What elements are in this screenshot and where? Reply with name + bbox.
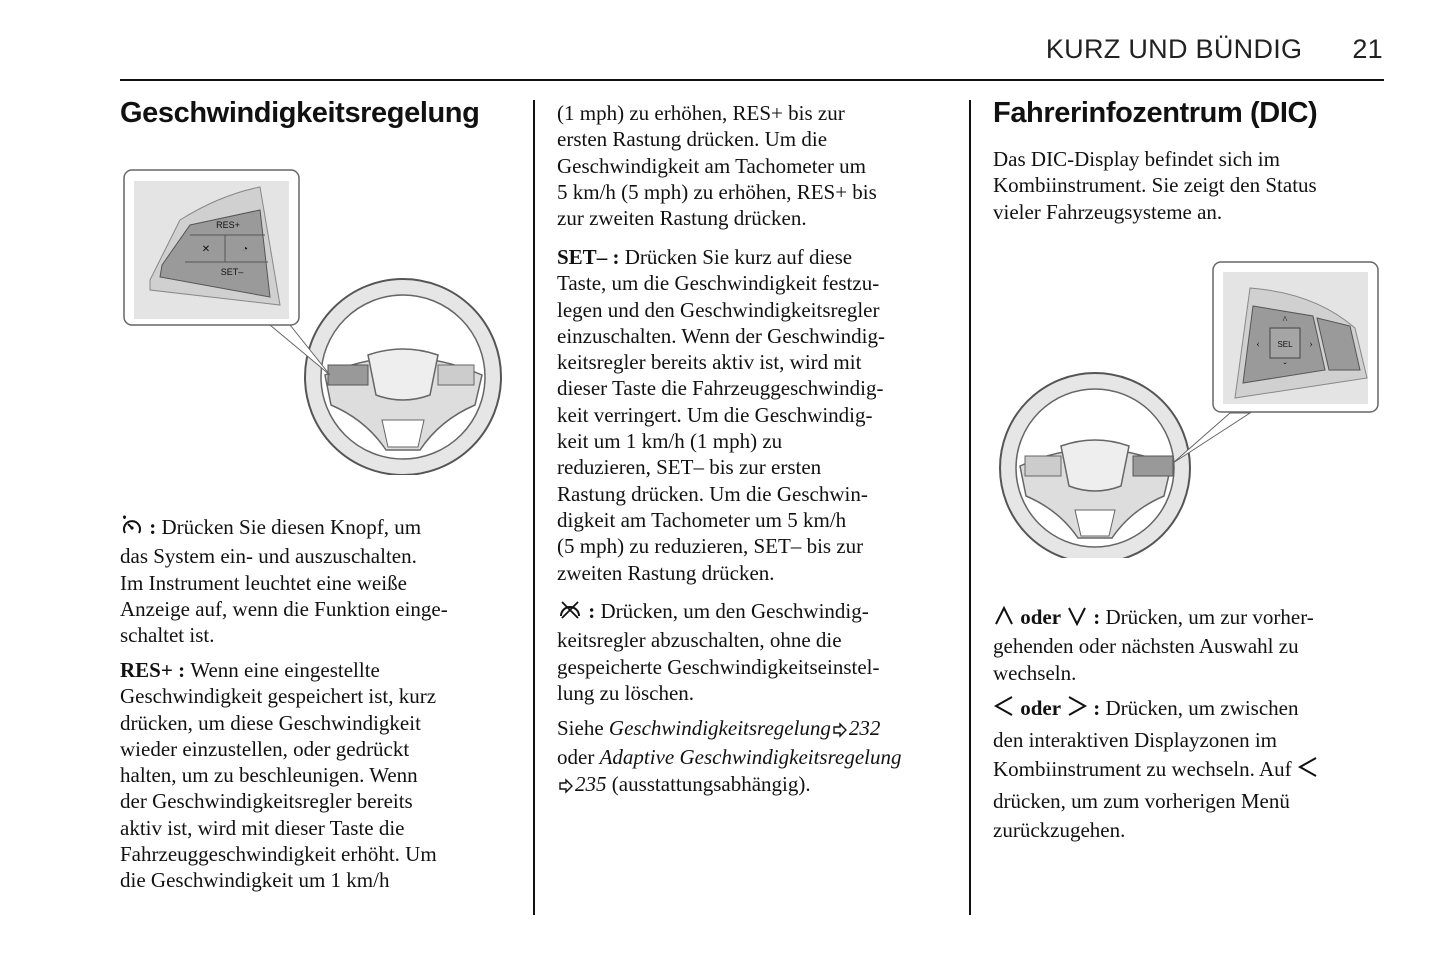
text-line <box>120 570 448 596</box>
text-run: reduzieren, SET– bis zur ersten <box>557 455 822 480</box>
text-run: keitsregler abzuschalten, ohne die <box>557 628 842 653</box>
text-line <box>120 514 448 543</box>
left-button-glyph: ‹ <box>1256 339 1260 350</box>
section-title: KURZ UND BÜNDIG <box>1045 34 1303 64</box>
text-run: Wenn eine eingestellte <box>190 658 380 682</box>
text-run: zweiten Rastung drücken. <box>557 560 775 585</box>
text-run: wechseln. <box>993 660 1077 685</box>
column-divider <box>969 100 971 915</box>
text-line <box>557 126 877 152</box>
running-header <box>1046 34 1383 65</box>
text-line <box>993 816 1319 845</box>
text-line <box>993 172 1317 198</box>
chevron-left-icon <box>993 694 1015 726</box>
text-run: gehenden oder nächsten Auswahl zu <box>993 634 1299 659</box>
text-line <box>557 349 885 375</box>
text-line <box>557 560 885 586</box>
set-minus-button-label: SET– <box>220 267 244 277</box>
steering-wheel-dic-controls-illustration <box>995 258 1385 558</box>
text-run: lung zu löschen. <box>557 680 695 705</box>
text-line <box>120 710 437 736</box>
italic-reference: Adaptive Geschwindigkeitsregelung <box>599 745 902 770</box>
text-run: (5 mph) zu reduzieren, SET– bis zur <box>557 534 864 559</box>
text-run: zurückzugehen. <box>993 818 1126 842</box>
text-line <box>993 755 1319 787</box>
text-run: Rastung drücken. Um die Geschwin- <box>557 481 868 506</box>
text-run: Geschwindigkeit gespeichert ist, kurz <box>120 684 437 709</box>
text-line <box>120 788 437 814</box>
text-line <box>557 375 885 401</box>
text-run: (ausstattungsabhängig). <box>606 771 811 796</box>
paragraph-left-right <box>993 694 1319 845</box>
up-button-glyph: ^ <box>1282 315 1288 326</box>
text-line <box>120 622 448 648</box>
paragraph-dic-intro <box>993 146 1317 225</box>
text-line <box>557 715 901 744</box>
text-line <box>557 179 877 205</box>
text-line <box>557 100 877 126</box>
text-line <box>120 543 448 569</box>
text-run: Anzeige auf, wenn die Funktion einge- <box>120 596 448 621</box>
text-run: Kombiinstrument zu wechseln. Auf <box>993 757 1297 781</box>
text-line <box>993 199 1317 225</box>
text-line <box>120 815 437 841</box>
text-line <box>557 270 885 296</box>
text-run: vieler Fahrzeugsysteme an. <box>993 199 1223 224</box>
text-line <box>557 507 885 533</box>
text-line <box>120 867 437 893</box>
text-run: keit verringert. Um die Geschwindig- <box>557 402 873 427</box>
text-run: dieser Taste die Fahrzeuggeschwindig- <box>557 376 884 401</box>
text-run: Drücken Sie diesen Knopf, um <box>161 515 422 539</box>
text-line <box>557 533 885 559</box>
chevron-left-icon <box>1297 755 1319 787</box>
text-run: Das DIC-Display befindet sich im <box>993 147 1280 171</box>
page-number: 21 <box>1352 34 1383 64</box>
text-run: (1 mph) zu erhöhen, RES+ bis zur <box>557 101 845 125</box>
text-run: digkeit am Tachometer um 5 km/h <box>557 507 847 532</box>
text-line <box>557 428 885 454</box>
bold-label: oder <box>1015 696 1066 720</box>
text-line <box>993 660 1314 686</box>
bold-label: oder <box>1015 605 1066 629</box>
steering-wheel <box>305 279 501 475</box>
text-run: Drücken, um zur vorher- <box>1105 605 1314 629</box>
text-line <box>557 153 877 179</box>
chevron-up-icon <box>993 605 1015 633</box>
text-run: Drücken Sie kurz auf diese <box>624 245 853 269</box>
text-line <box>557 402 885 428</box>
text-run: halten, um zu beschleunigen. Wenn <box>120 763 418 788</box>
text-line <box>557 654 879 680</box>
paragraph-res-plus <box>120 657 437 894</box>
text-run: legen und den Geschwindigkeitsregler <box>557 297 880 322</box>
text-run: der Geschwindigkeitsregler bereits <box>120 789 413 814</box>
res-plus-button-label: RES+ <box>216 220 240 230</box>
paragraph-cruise-on-off <box>120 514 448 648</box>
paragraph-set-minus <box>557 244 885 586</box>
text-run: ersten Rastung drücken. Um die <box>557 127 828 152</box>
text-line <box>993 726 1319 755</box>
callout-box <box>124 170 330 375</box>
text-run: keit um 1 km/h (1 mph) zu <box>557 429 783 454</box>
sel-button-label: SEL <box>1277 340 1293 349</box>
section-heading-cruise-control: Geschwindigkeitsregelung <box>120 97 480 129</box>
text-line <box>557 244 885 270</box>
text-line <box>993 146 1317 172</box>
text-line <box>120 683 437 709</box>
text-line <box>993 694 1319 726</box>
reference-arrow-icon <box>831 718 849 744</box>
text-line <box>557 771 901 800</box>
text-line <box>557 481 885 507</box>
text-run: den interaktiven Displayzonen im <box>993 728 1278 752</box>
paragraph-up-down <box>993 604 1314 686</box>
paragraph-see-also <box>557 715 901 800</box>
text-line <box>557 627 879 653</box>
text-line <box>557 680 879 706</box>
paragraph-cancel <box>557 598 879 706</box>
steering-wheel <box>1000 373 1190 558</box>
text-run: Fahrzeuggeschwindigkeit erhöht. Um <box>120 842 437 867</box>
text-run: drücken, um zum vorherigen Menü <box>993 789 1290 813</box>
down-button-glyph: ˇ <box>1283 362 1287 373</box>
bold-label: : <box>1087 605 1106 629</box>
text-line <box>993 633 1314 659</box>
section-heading-dic: Fahrerinfozentrum (DIC) <box>993 97 1318 129</box>
text-run: das System ein- und auszuschalten. <box>120 544 417 569</box>
text-line <box>557 454 885 480</box>
text-run: keitsregler bereits aktiv ist, wird mit <box>557 350 862 375</box>
cancel-button-glyph: ✕ <box>201 244 211 255</box>
italic-reference: 232 <box>848 716 881 740</box>
bold-label: : <box>144 515 162 539</box>
italic-reference: 235 <box>575 771 607 796</box>
callout-box <box>1173 262 1378 463</box>
text-line <box>557 297 885 323</box>
text-run: die Geschwindigkeit um 1 km/h <box>120 868 390 893</box>
bold-label: : <box>1087 696 1106 720</box>
text-run: Drücken, um zwischen <box>1105 696 1299 720</box>
text-line <box>120 657 437 683</box>
header-rule <box>120 79 1384 81</box>
text-run: 5 km/h (5 mph) zu erhöhen, RES+ bis <box>557 179 877 204</box>
text-line <box>557 323 885 349</box>
text-run: Geschwindigkeit am Tachometer um <box>557 153 866 178</box>
text-run: Im Instrument leuchtet eine weiße <box>120 570 407 595</box>
steering-wheel-cruise-controls-illustration <box>120 165 520 475</box>
text-run: gespeicherte Geschwindigkeitseinstel- <box>557 654 880 679</box>
text-run: zur zweiten Rastung drücken. <box>557 206 807 231</box>
text-line <box>557 744 901 770</box>
text-run: wieder einzustellen, oder gedrückt <box>120 736 410 761</box>
cruise-button-glyph: ◔ <box>241 244 249 255</box>
bold-label: SET– : <box>557 245 625 269</box>
chevron-right-icon <box>1066 694 1088 726</box>
bold-label: RES+ : <box>120 658 191 682</box>
text-run: oder <box>557 745 600 770</box>
text-line <box>120 736 437 762</box>
bold-label: : <box>583 599 601 623</box>
text-line <box>557 598 879 627</box>
text-line <box>993 604 1314 633</box>
text-run: Kombiinstrument. Sie zeigt den Status <box>993 173 1317 198</box>
cruise-on-off-icon <box>120 515 144 543</box>
paragraph-res-plus-continued <box>557 100 877 231</box>
text-line <box>120 841 437 867</box>
text-line <box>120 596 448 622</box>
text-line <box>993 787 1319 816</box>
reference-arrow-icon <box>557 774 575 800</box>
right-button-glyph: › <box>1309 339 1313 350</box>
text-run: Siehe <box>557 716 609 740</box>
text-line <box>120 762 437 788</box>
text-run: einzuschalten. Wenn der Geschwindig- <box>557 323 885 348</box>
italic-reference: Geschwindigkeitsregelung <box>608 716 831 740</box>
text-run: schaltet ist. <box>120 623 215 648</box>
column-divider <box>533 100 535 915</box>
text-run: Drücken, um den Geschwindig- <box>600 599 869 623</box>
text-run: Taste, um die Geschwindigkeit festzu- <box>557 271 880 296</box>
cruise-cancel-icon <box>557 599 583 627</box>
text-run: aktiv ist, wird mit dieser Taste die <box>120 815 405 840</box>
text-line <box>557 205 877 231</box>
text-run: drücken, um diese Geschwindigkeit <box>120 710 421 735</box>
chevron-down-icon <box>1066 605 1088 633</box>
